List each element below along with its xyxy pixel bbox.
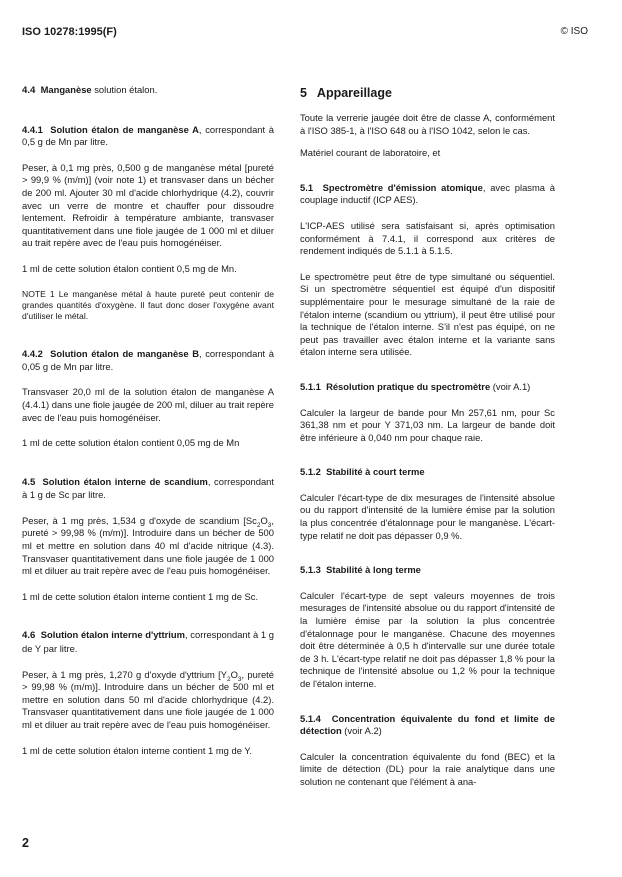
paragraph: 1 ml de cette solution étalon interne contient 1 mg de Sc. [22, 590, 259, 602]
section-number: 5 [300, 86, 307, 100]
section-title-rest: , correspondant à 0,05 g de Mn par litre. [22, 348, 274, 372]
paragraph: Transvaser 20,0 ml de la solution étalon de manganèse A (4.4.1) dans une fiole jaugée de 200 ml, diluer au trait repère avec de l'eau puis homogénéiser. [22, 386, 274, 423]
right-column [300, 78, 555, 789]
section-number: 5.1.2 [300, 466, 321, 478]
section-number: 5.1.1 [300, 380, 321, 392]
paragraph: Le spectromètre peut être de type simultané ou séquentiel. Si un spectromètre séquentiel est équipé d'un dispositif supplémentaire pour le mesurage simultané de la raie de l'étalon interne (scandium ou yttrium), il peut être utilisé pour la technique de l'étalon interne. S'il n'est pas équipé, on ne peut pas travailler avec étalon interne et la variante sans étalon interne sera utilisée. [300, 270, 555, 358]
section-5-1-1 [300, 381, 555, 444]
note: NOTE 1 Le manganèse métal à haute pureté peut contenir de grandes quantités d'oxygène. Il faut donc doser l'oxygène avant d'utiliser le métal. [22, 288, 274, 321]
section-title-rest: (voir A.2) [341, 725, 382, 737]
section-title: Résolution pratique du spectromètre [326, 380, 491, 392]
section-number: 4.4.2 [22, 348, 43, 360]
paragraph: Toute la verrerie jaugée doit être de classe A, conformément à l'ISO 385-1, à l'ISO 648 ou à l'ISO 1042, selon le cas. [300, 112, 555, 136]
section-title: Spectromètre d'émission atomique [322, 181, 483, 193]
standard-number: ISO 10278:1995(F) [22, 26, 117, 38]
section-title: Stabilité à court terme [326, 466, 425, 478]
section-title: Stabilité à long terme [326, 564, 421, 576]
section-title-rest: (voir A.1) [490, 380, 531, 392]
section-number: 5.1 [300, 181, 314, 193]
section-4-4-1 [22, 124, 274, 323]
section-4-4 [22, 84, 274, 98]
copyright-mark: © ISO [560, 26, 588, 37]
paragraph: Peser, à 0,1 mg près, 0,500 g de manganèse métal [pureté > 99,9 % (m/m)] (voir note 1) et transvaser dans un bécher de 200 ml. Ajouter 30 ml d'acide chlorhydrique (4.2), couvrir avec un verre de montre et chauffer pour dissoudre lentement. Refroidir à température ambiante, transvaser quantitativement dans une fiole jaugée de 1 000 ml et diluer au trait repère avec de l'eau puis homogénéiser. [22, 161, 274, 249]
paragraph: Calculer l'écart-type de dix mesurages de l'intensité absolue ou du rapport d'intensité de la lumière émise par la solution la plus concentrée d'étalonnage pour le manganèse. L'écart-type relatif ne doit pas dépasser 0,9 %. [300, 491, 555, 541]
section-title: Solution étalon interne d'yttrium [40, 629, 185, 641]
section-4-5 [22, 476, 274, 604]
paragraph: 1 ml de cette solution étalon contient 0,05 mg de Mn [22, 437, 240, 449]
paragraph: 1 ml de cette solution étalon contient 0,5 mg de Mn. [22, 262, 237, 274]
section-number: 4.4 [22, 85, 36, 96]
section-4-4-2 [22, 348, 274, 450]
section-number: 4.4.1 [22, 123, 43, 135]
section-title: Solution étalon de manganèse B [50, 348, 199, 360]
section-title: Concentration équivalente du fond et limite de détection [300, 712, 555, 737]
paragraph: Peser, à 1 mg près, 1,270 g d'oxyde d'yttrium [$Y_2O_3$, pureté > 99,98 % (m/m)]. Introduire dans un bécher de 500 ml et mettre en solution dans 50 ml d'acide chlorhydrique (4.2). Transvaser quantitativement dans une fiole jaugée de 1 000 ml et diluer au trait repère avec de l'eau puis homogénéiser. [22, 668, 274, 731]
section-number: 4.5 [22, 476, 36, 488]
paragraph: Calculer l'écart-type de sept valeurs moyennes de trois mesurages de l'intensité absolue ou du rapport d'intensité de la lumière émise par la solution la plus concentrée d'étalonnage pour le manganèse. Chacune des moyennes doit être déterminée à 0,5 h d'intervalle sur une durée totale de 3 h. L'écart-type relatif ne doit pas dépasser 1,8 % pour la technique de l'intensité absolue ou 1,2 % pour la technique de l'étalon interne. [300, 589, 555, 689]
paragraph: 1 ml de cette solution étalon interne contient 1 mg de Y. [22, 744, 253, 756]
section-title: Manganèse [40, 84, 92, 95]
section-title: Appareillage [316, 86, 392, 100]
section-title: Solution étalon interne de scandium [42, 475, 208, 487]
section-number: 4.6 [22, 630, 36, 642]
section-5-1-2 [300, 466, 555, 542]
paragraph: Peser, à 1 mg près, 1,534 g d'oxyde de scandium [$Sc_2O_3$, pureté > 99,98 % (m/m)]. Introduire dans un bécher de 500 ml et mettre en solution dans 40 ml d'acide nitrique (4.3). Transvaser quantitativement dans une fiole jaugée de 1 000 ml et diluer au trait repère avec de l'eau puis homogénéiser. [22, 514, 274, 577]
section-number: 5.1.3 [300, 564, 321, 576]
page-number: 2 [22, 836, 29, 850]
section-number: 5.1.4 [300, 712, 321, 724]
section-title-rest: , avec plasma à couplage inductif (ICP AES). [300, 181, 555, 206]
paragraph: L'ICP-AES utilisé sera satisfaisant si, après optimisation conformément à 7.4.1, il correspond aux critères de rendement indiqués de 5.1.1 à 5.1.5. [300, 219, 555, 257]
section-4-6 [22, 629, 274, 757]
paragraph: Calculer la largeur de bande pour Mn 257,61 nm, pour Sc 361,38 nm et pour Y 371,03 nm. La largeur de bande doit être inférieure à 0,040 nm pour chaque raie. [300, 406, 555, 443]
section-title: Solution étalon de manganèse A [50, 123, 199, 135]
section-title-rest: , correspondant à 1 g de Y par litre. [22, 629, 274, 655]
section-5 [300, 86, 555, 160]
left-column [22, 78, 274, 757]
section-5-1 [300, 182, 555, 359]
section-5-1-3 [300, 564, 555, 690]
section-title-rest: , correspondant à 1 g de Sc par litre. [22, 475, 274, 501]
section-5-1-4 [300, 713, 555, 789]
paragraph: Matériel courant de laboratoire, et [300, 147, 441, 159]
paragraph: Calculer la concentration équivalente du fond (BEC) et la limite de détection (DL) pour la raie analytique dans une solution ne contenant que l'élément à ana- [300, 750, 555, 787]
section-title-rest: , correspondant à 0,5 g de Mn par litre. [22, 123, 275, 148]
section-title-rest: solution étalon. [91, 84, 158, 95]
